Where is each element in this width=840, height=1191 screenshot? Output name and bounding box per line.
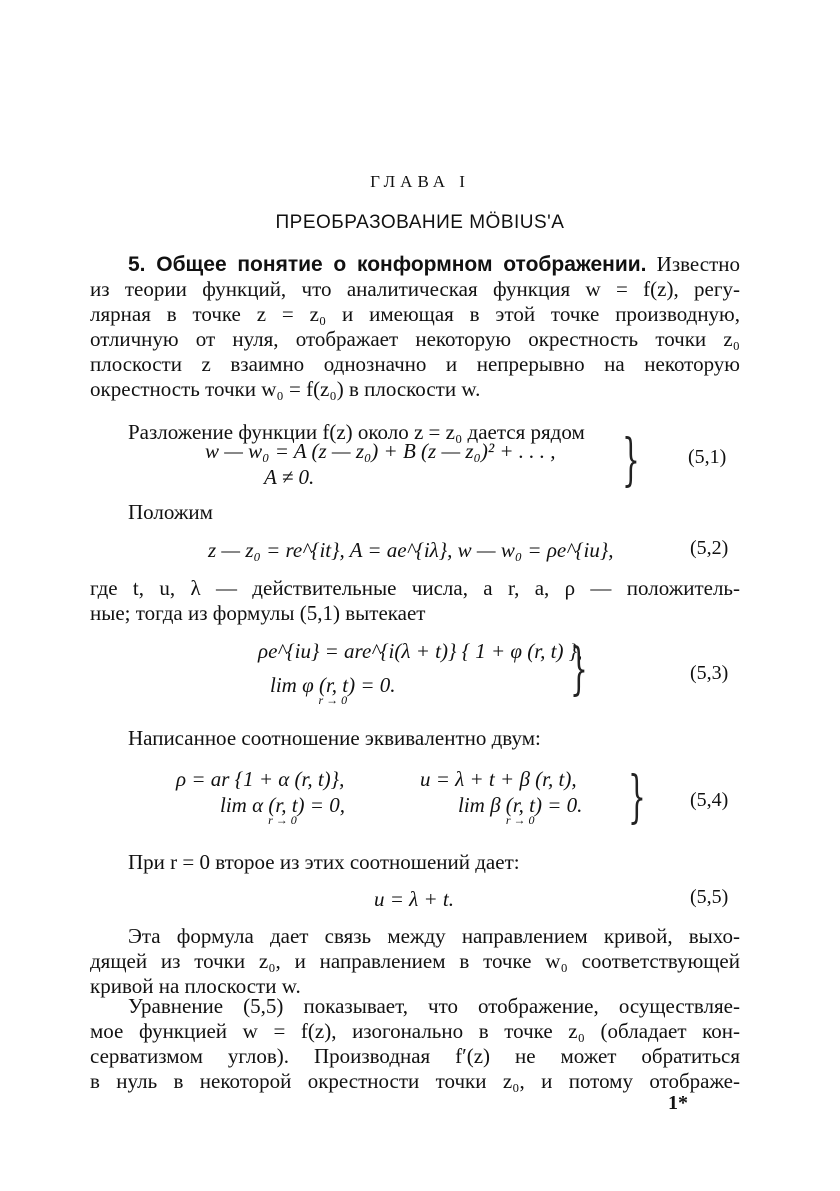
signature-mark: 1* — [668, 1092, 688, 1114]
right-brace-icon: } — [570, 637, 588, 702]
equation-5-1-line-2: A ≠ 0. — [264, 465, 315, 489]
equation-5-4-right-2: lim β (r, t) = 0. r → 0 — [458, 793, 583, 827]
paragraph-line: кривой на плоскости w. — [90, 974, 301, 998]
equation-5-4-right-1: u = λ + t + β (r, t), — [420, 767, 577, 791]
equation-number: (5,5) — [690, 886, 729, 908]
equation-number: (5,1) — [688, 446, 727, 468]
paragraph-line: Уравнение (5,5) показывает, что отображение, осуществляе- — [128, 994, 740, 1018]
r-zero-paragraph — [90, 850, 740, 875]
limit-subscript: r → 0 — [318, 693, 348, 707]
paragraph-line: мое функцией w = f(z), изогонально в точке z₀ (обладает кон- — [90, 1019, 740, 1043]
paragraph-line: ные; тогда из формулы (5,1) вытекает — [90, 601, 426, 625]
section-heading: 5. Общее понятие о конформном отображении. — [128, 253, 647, 276]
equation-5-4-left-2: lim α (r, t) = 0, r → 0 — [220, 793, 345, 827]
paragraph-line: в нуль в некоторой окрестности точки z₀, и потому отображе- — [90, 1069, 740, 1093]
section-paragraph — [90, 252, 740, 402]
let-paragraph — [90, 500, 740, 525]
paragraph-line: Написанное соотношение эквивалентно двум: — [128, 726, 541, 750]
isogonal-paragraph — [90, 994, 740, 1094]
paragraph-line: При r = 0 второе из этих соотношений дает: — [128, 850, 520, 874]
equation-5-1-line-1: w — w₀ = A (z — z₀) + B (z — z₀)² + . . . , — [205, 439, 556, 463]
paragraph-line: Разложение функции f(z) около z = z₀ дается рядом — [128, 420, 585, 444]
limit: lim φ (r, t) = 0. r → 0 — [270, 673, 396, 707]
equation-5-4-left-1: ρ = ar {1 + α (r, t)}, — [176, 767, 345, 791]
direction-paragraph — [90, 924, 740, 999]
equation-5-3-line-1: ρe^{iu} = are^{i(λ + t)} { 1 + φ (r, t) }, — [258, 639, 583, 663]
right-brace-icon: } — [622, 428, 640, 493]
equation-number: (5,4) — [690, 789, 729, 811]
paragraph-line: Эта формула дает связь между направлением кривой, выхо- — [128, 924, 740, 948]
equivalent-paragraph — [90, 726, 740, 751]
paragraph-line: дящей из точки z₀, и направлением в точке w₀ соответствующей — [90, 949, 740, 973]
equation-number: (5,3) — [690, 662, 729, 684]
paragraph-line: отличную от нуля, отображает некоторую окрестность точки z₀ — [90, 327, 740, 351]
paragraph-line: плоскости z взаимно однозначно и непрерывно на некоторую — [90, 352, 740, 376]
paragraph-line: Положим — [128, 500, 213, 524]
paragraph-line: серватизмом углов). Производная f′(z) не может обратиться — [90, 1044, 740, 1068]
equation-5-5: u = λ + t. — [374, 887, 455, 911]
equation-5-3-line-2 — [270, 673, 396, 707]
limit-subscript: r → 0 — [268, 813, 297, 827]
chapter-label: ГЛАВА I — [370, 172, 470, 191]
paragraph-line: лярная в точке z = z₀ и имеющая в этой точке производную, — [90, 302, 740, 326]
limit-subscript: r → 0 — [505, 813, 535, 827]
equation-number: (5,2) — [690, 537, 729, 559]
paragraph-line: из теории функций, что аналитическая функция w = f(z), регу- — [90, 277, 740, 301]
paragraph-line: где t, u, λ — действительные числа, а r, a, ρ — положитель- — [90, 576, 740, 600]
section-first-line: 5. Общее понятие о конформном отображении. Известно — [128, 252, 740, 276]
paragraph-line: окрестность точки w₀ = f(z₀) в плоскости w. — [90, 377, 481, 401]
equation-5-2: z — z₀ = re^{it}, A = ae^{iλ}, w — w₀ = ρe^{iu}, — [208, 538, 614, 562]
right-brace-icon: } — [628, 765, 646, 830]
real-numbers-paragraph — [90, 576, 740, 626]
chapter-title: ПРЕОБРАЗОВАНИЕ MÖBIUS'A — [275, 212, 565, 233]
